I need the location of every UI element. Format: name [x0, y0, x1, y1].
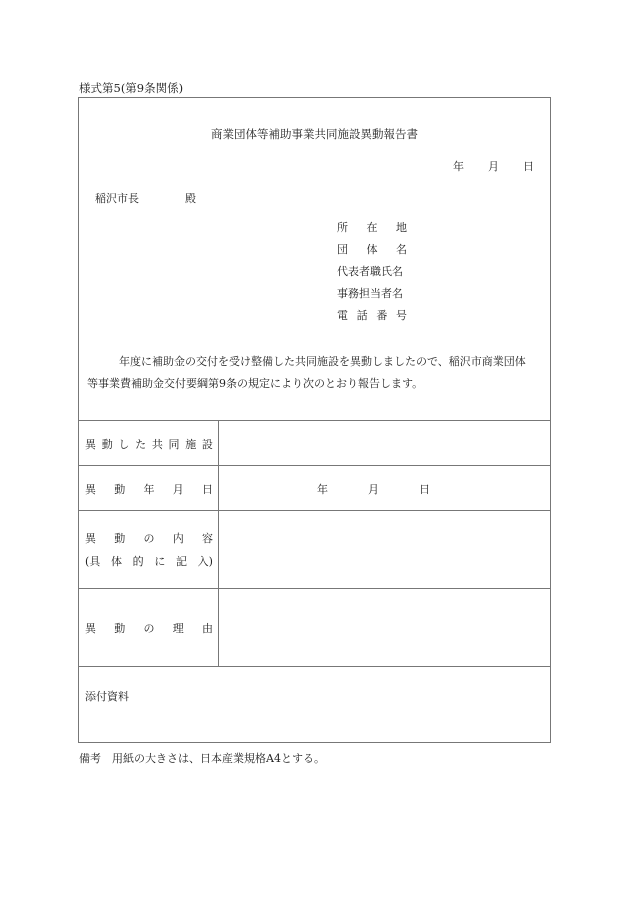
- char: 異: [85, 532, 96, 545]
- year-unit: 年: [453, 160, 464, 173]
- change-content-field[interactable]: [220, 512, 550, 587]
- table-divider: [79, 420, 550, 421]
- statement-line-2: 等事業費補助金交付要綱第9条の規定により次のとおり報告します。: [87, 377, 424, 390]
- char: 容: [202, 532, 213, 545]
- char: 施: [185, 438, 197, 451]
- day-unit: 日: [419, 483, 430, 496]
- char: 名: [396, 243, 407, 256]
- char: 設: [201, 438, 213, 451]
- char: の: [143, 532, 155, 545]
- applicant-phone-label: [337, 307, 407, 323]
- char: 共: [151, 438, 163, 451]
- char: 所: [337, 221, 348, 234]
- table-divider: [79, 465, 550, 466]
- char: 記: [175, 555, 187, 568]
- char: 団: [337, 243, 348, 256]
- char: 体: [366, 243, 378, 256]
- change-date-field[interactable]: [317, 481, 430, 497]
- row-label-facility: [85, 436, 213, 452]
- row-label-change-date: [85, 481, 213, 497]
- char: 動: [114, 622, 126, 635]
- char: 動: [101, 438, 113, 451]
- char: 日: [202, 483, 213, 496]
- char: 動: [114, 532, 126, 545]
- char: 話: [356, 309, 368, 322]
- char: 由: [202, 622, 213, 635]
- row-label-change-reason: [85, 620, 213, 636]
- char: 入): [197, 555, 213, 568]
- char: 年: [143, 483, 155, 496]
- change-reason-field[interactable]: [220, 590, 550, 665]
- char: 番: [376, 309, 388, 322]
- char: の: [143, 622, 155, 635]
- char: (具: [85, 555, 101, 568]
- column-divider: [218, 420, 219, 666]
- addressee-name: 稲沢市長: [95, 192, 139, 205]
- report-date: [453, 158, 534, 174]
- char: 理: [172, 622, 184, 635]
- char: 電: [337, 309, 348, 322]
- applicant-contact-label: 事務担当者名: [337, 287, 403, 300]
- char: 同: [168, 438, 180, 451]
- remarks-note: 備考 用紙の大きさは、日本産業規格A4とする。: [79, 752, 325, 765]
- applicant-organization-label: [337, 241, 407, 257]
- report-form-frame: [78, 97, 551, 743]
- document-title: 商業団体等補助事業共同施設異動報告書: [211, 127, 418, 141]
- char: 異: [85, 438, 96, 451]
- month-unit: 月: [488, 160, 499, 173]
- char: し: [118, 438, 130, 451]
- applicant-representative-label: 代表者職氏名: [337, 265, 403, 278]
- table-divider: [79, 510, 550, 511]
- table-divider: [79, 666, 550, 667]
- char: 異: [85, 483, 96, 496]
- char: 的: [132, 555, 144, 568]
- report-statement: [87, 351, 547, 395]
- day-unit: 日: [523, 160, 534, 173]
- char: た: [135, 438, 147, 451]
- addressee: [95, 190, 196, 206]
- char: 異: [85, 622, 96, 635]
- form-number-label: 様式第5(第9条関係): [79, 81, 184, 95]
- char: 体: [110, 555, 122, 568]
- char: 号: [395, 309, 407, 322]
- row-label-change-content: [85, 530, 213, 546]
- attachments-label: 添付資料: [85, 690, 129, 703]
- char: 在: [366, 221, 378, 234]
- char: に: [154, 555, 166, 568]
- char: 動: [114, 483, 126, 496]
- table-divider: [79, 588, 550, 589]
- applicant-address-label: [337, 219, 407, 235]
- year-unit: 年: [317, 483, 328, 496]
- statement-line-1: 年度に補助金の交付を受け整備した共同施設を異動しましたので、稲沢市商業団体: [119, 355, 526, 368]
- char: 内: [172, 532, 184, 545]
- char: 地: [396, 221, 407, 234]
- row-label-change-content-note: [85, 553, 213, 569]
- char: 月: [172, 483, 184, 496]
- facility-field[interactable]: [220, 422, 550, 464]
- honorific: 殿: [185, 192, 196, 205]
- month-unit: 月: [368, 483, 379, 496]
